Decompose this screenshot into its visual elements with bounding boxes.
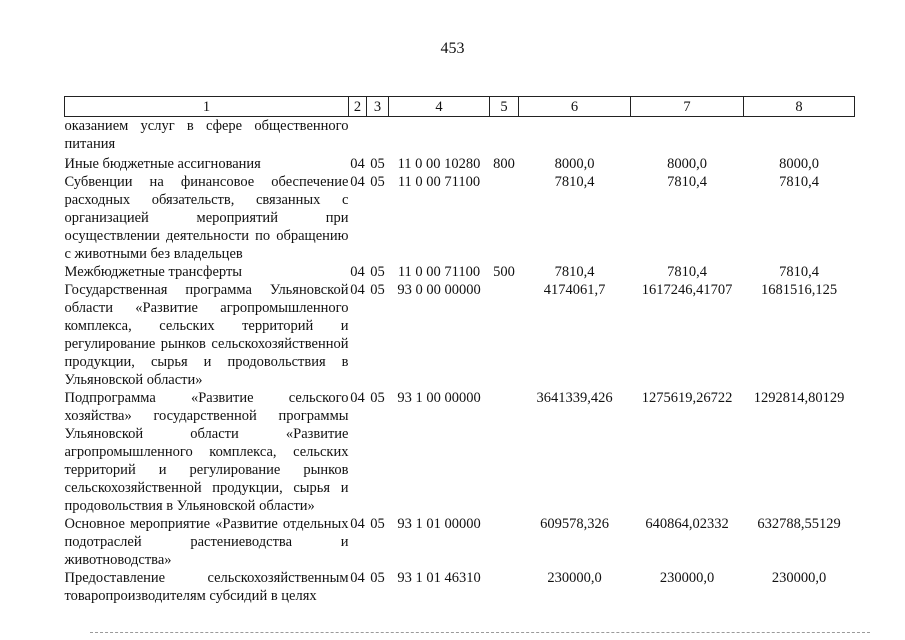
section-code: 04: [350, 570, 365, 586]
column-header: 3: [367, 97, 389, 117]
section-code: 04: [350, 156, 365, 172]
table-row: [65, 173, 855, 263]
row-name: Субвенции на финансовое обеспечение расходных обязательств, связанных с организацией мероприятий при осуществлении деятельности по обращению с животными без владельцев: [64, 174, 349, 262]
amount-col-8: 8000,0: [779, 156, 819, 172]
expense-type-code: [490, 389, 519, 515]
amount-col-7: 640864,02332: [645, 516, 729, 532]
target-code: [389, 117, 490, 156]
section-code: 04: [350, 390, 365, 406]
table-row: [65, 569, 855, 605]
amount-col-7: 8000,0: [667, 156, 707, 172]
column-header: 4: [389, 97, 490, 117]
subsection-code: 05: [370, 390, 385, 406]
section-code: 04: [350, 264, 365, 280]
target-code: 93 1 00 00000: [397, 390, 481, 406]
page-number: 453: [440, 40, 465, 57]
row-name: оказанием услуг в сфере общественного питания: [64, 118, 349, 152]
header-row: [65, 97, 855, 117]
column-header: 7: [631, 97, 744, 117]
subsection-code: [367, 117, 389, 156]
amount-col-7: 230000,0: [659, 570, 715, 586]
expense-type-code: [490, 281, 519, 389]
budget-table: [64, 96, 855, 605]
target-code: 93 0 00 00000: [397, 282, 481, 298]
subsection-code: 05: [370, 174, 385, 190]
target-code: 11 0 00 10280: [397, 156, 481, 172]
amount-col-8: 230000,0: [771, 570, 827, 586]
amount-col-7: [631, 117, 744, 156]
target-code: 93 1 01 00000: [397, 516, 481, 532]
amount-col-6: 8000,0: [554, 156, 595, 172]
target-code: 93 1 01 46310: [397, 570, 481, 586]
section-code: 04: [350, 516, 365, 532]
expense-type-code: [490, 173, 519, 263]
row-name: Основное мероприятие «Развитие отдельных подотраслей растениеводства и животноводства»: [64, 516, 349, 568]
column-header: 2: [349, 97, 367, 117]
subsection-code: 05: [370, 516, 385, 532]
column-header: 1: [65, 97, 349, 117]
target-code: 11 0 00 71100: [397, 264, 481, 280]
amount-col-6: 609578,326: [540, 516, 609, 532]
amount-col-8: [744, 117, 855, 156]
amount-col-7: 1617246,41707: [641, 282, 733, 298]
row-name: Межбюджетные трансферты: [64, 264, 243, 280]
expense-type-code: [490, 569, 519, 605]
table-row: [65, 281, 855, 389]
subsection-code: 05: [370, 264, 385, 280]
amount-col-7: 1275619,26722: [641, 390, 733, 406]
subsection-code: 05: [370, 282, 385, 298]
amount-col-7: 7810,4: [667, 174, 707, 190]
amount-col-8: 1681516,125: [760, 282, 838, 298]
amount-col-6: 230000,0: [547, 570, 602, 586]
table-row: [65, 515, 855, 569]
amount-col-7: 7810,4: [667, 264, 707, 280]
column-header: 8: [744, 97, 855, 117]
amount-col-8: 1292814,80129: [753, 390, 845, 406]
table-row: [65, 155, 855, 173]
expense-type-code: 800: [493, 156, 515, 172]
expense-type-code: [490, 117, 519, 156]
amount-col-8: 7810,4: [779, 174, 819, 190]
amount-col-8: 7810,4: [779, 264, 819, 280]
table-row: [65, 263, 855, 281]
section-code: 04: [350, 174, 365, 190]
amount-col-6: 7810,4: [554, 264, 595, 280]
expense-type-code: 500: [493, 264, 515, 280]
expense-type-code: [490, 515, 519, 569]
amount-col-6: 4174061,7: [543, 282, 606, 298]
amount-col-6: 3641339,426: [536, 390, 613, 406]
row-name: Подпрограмма «Развитие сельского хозяйства» государственной программы Ульяновской области «Развитие агропромышленного комплекса, сельских территорий и регулирование рынков сельскохозяйственной продукции, сырья и продовольствия в Ульяновской области»: [64, 390, 349, 514]
row-name: Иные бюджетные ассигнования: [64, 156, 261, 172]
column-header: 6: [519, 97, 631, 117]
amount-col-6: [519, 117, 631, 156]
target-code: 11 0 00 71100: [397, 174, 481, 190]
section-code: [349, 117, 367, 156]
table-row: [65, 389, 855, 515]
scan-artifact-line: [90, 632, 870, 633]
subsection-code: 05: [370, 570, 385, 586]
subsection-code: 05: [370, 156, 385, 172]
row-name: Предоставление сельскохозяйственным товаропроизводителям субсидий в целях: [64, 570, 349, 604]
column-header: 5: [490, 97, 519, 117]
row-name: Государственная программа Ульяновской области «Развитие агропромышленного комплекса, сельских территорий и регулирование рынков сельскохозяйственной продукции, сырья и продовольствия в Ульяновской области»: [64, 282, 349, 388]
amount-col-8: 632788,55129: [757, 516, 841, 532]
amount-col-6: 7810,4: [554, 174, 595, 190]
section-code: 04: [350, 282, 365, 298]
table-row: [65, 117, 855, 156]
